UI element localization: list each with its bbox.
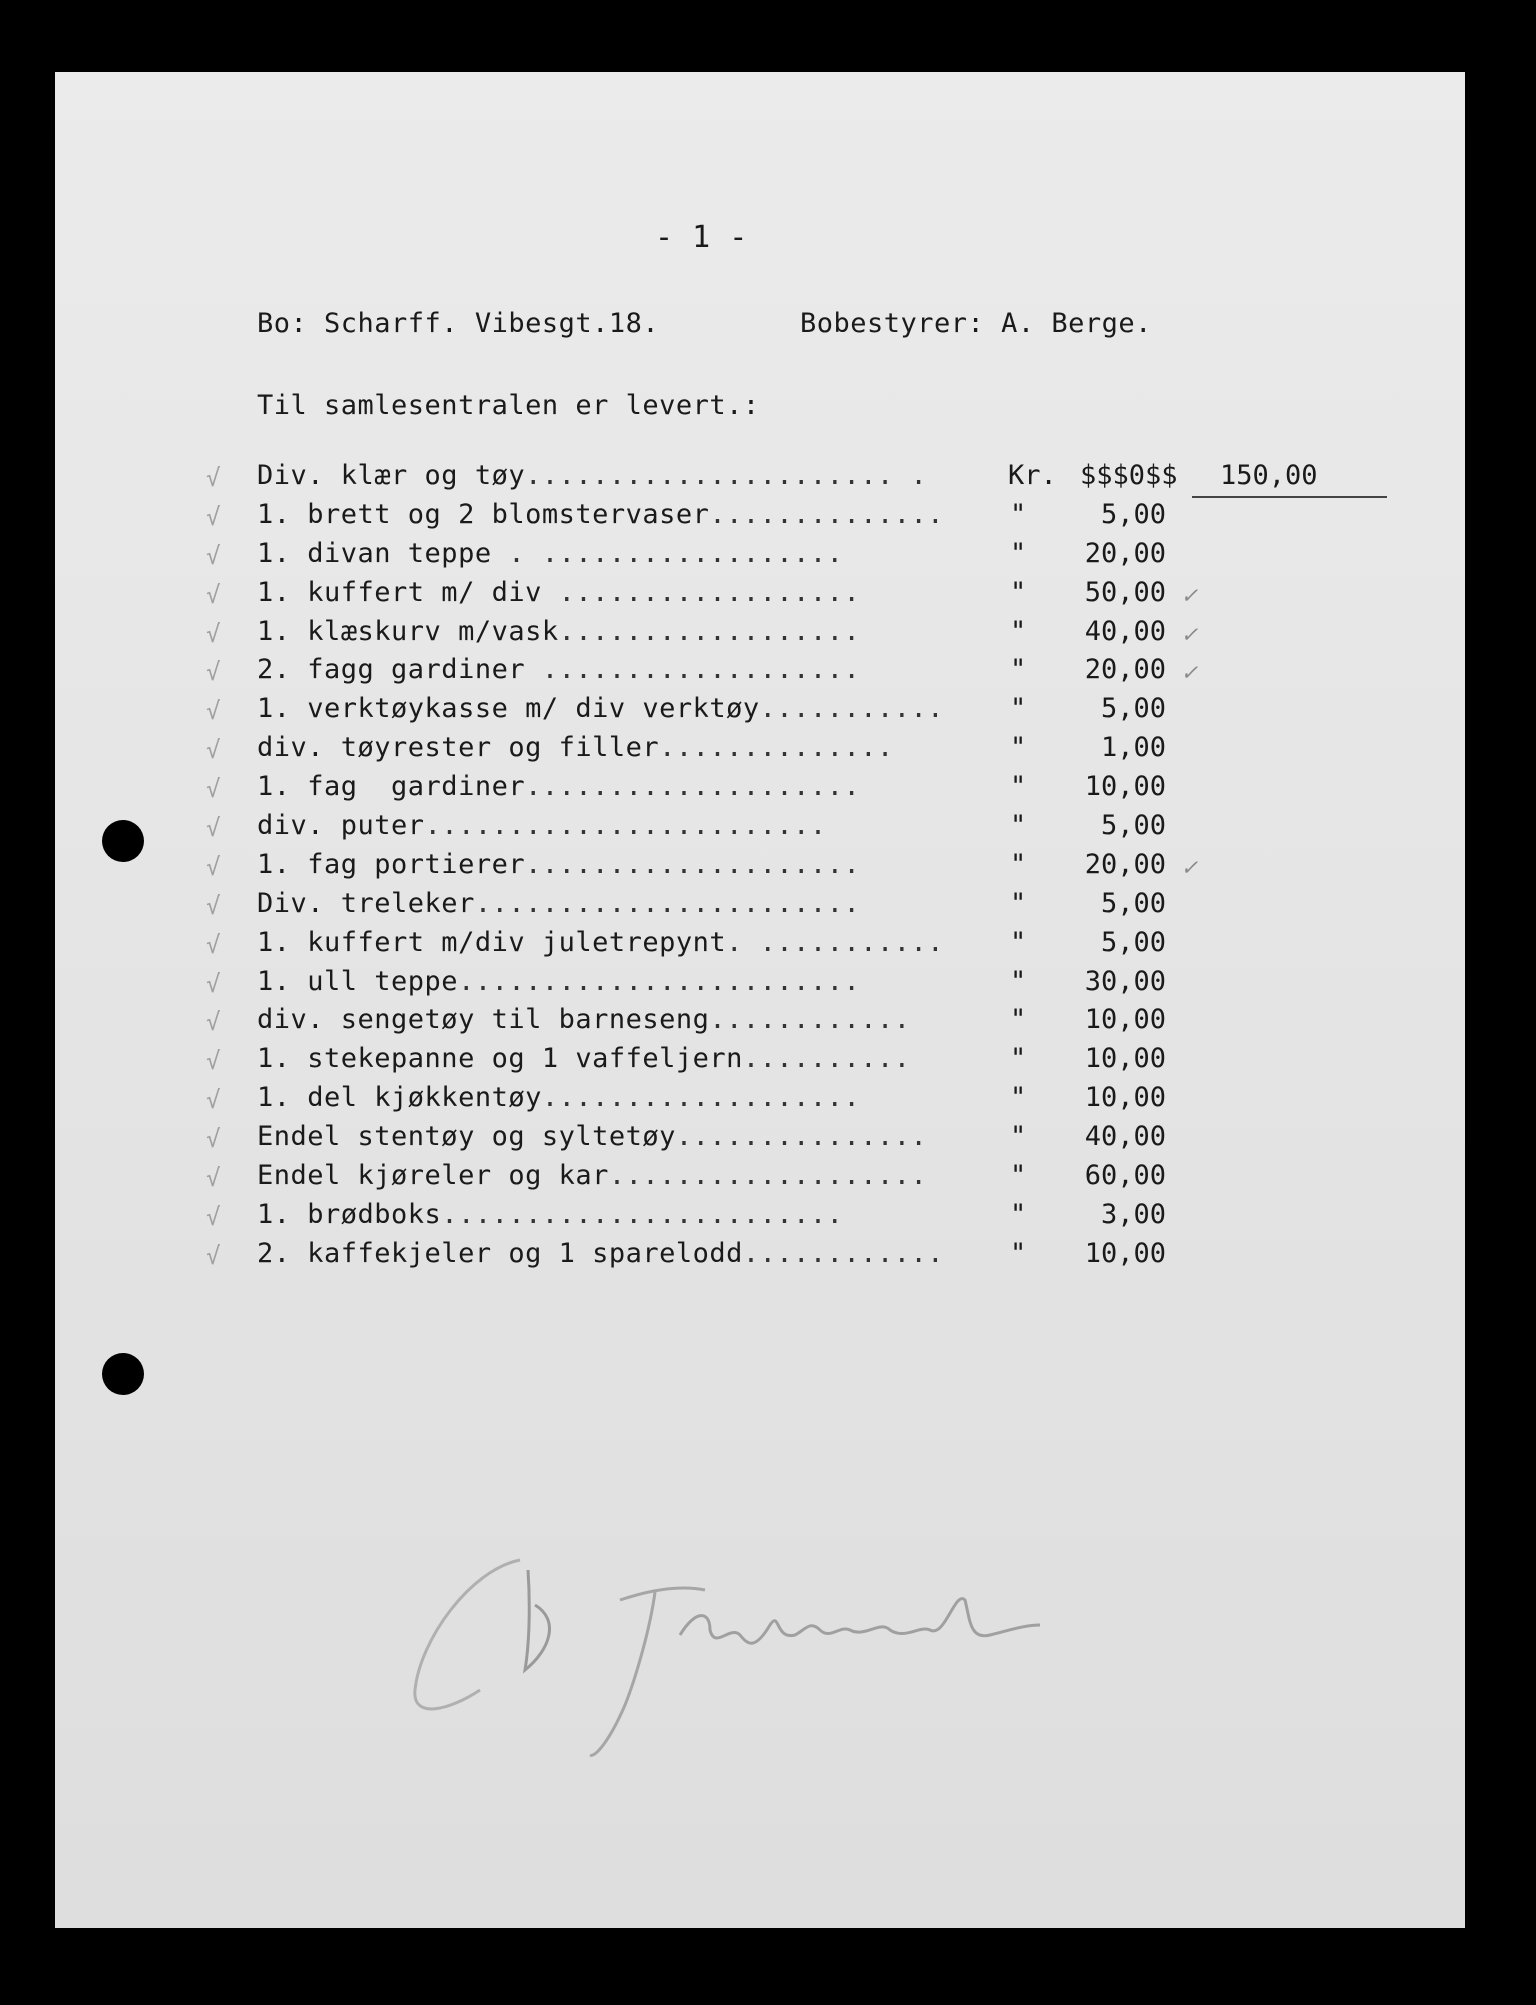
tick-mark: √ bbox=[206, 1125, 221, 1154]
item-amount: 5,00 bbox=[1100, 810, 1166, 842]
item-description: 1. divan teppe bbox=[257, 537, 492, 569]
tick-mark: √ bbox=[206, 736, 221, 765]
list-item bbox=[0, 927, 1536, 966]
item-description: Div. klær og tøy bbox=[257, 460, 526, 491]
item-amount: 3,00 bbox=[1100, 1198, 1166, 1230]
check-mark: ✓ bbox=[1182, 658, 1197, 687]
item-amount: 10,00 bbox=[1084, 771, 1166, 803]
dot-leader: ........................ bbox=[441, 1198, 844, 1230]
underline bbox=[1192, 496, 1387, 498]
list-item bbox=[0, 499, 1536, 538]
item-description: Endel stentøy og syltetøy bbox=[257, 1121, 676, 1153]
item-amount: 10,00 bbox=[1084, 1043, 1166, 1075]
list-item bbox=[0, 1043, 1536, 1082]
ditto-mark: " bbox=[1010, 537, 1027, 569]
tick-mark: √ bbox=[206, 891, 221, 920]
dot-leader: ............ bbox=[709, 1004, 911, 1036]
item-amount: 5,00 bbox=[1100, 693, 1166, 725]
tick-mark: √ bbox=[206, 502, 221, 531]
ditto-mark: " bbox=[1010, 1237, 1027, 1269]
dot-leader: ............ bbox=[742, 1237, 944, 1269]
tick-mark: √ bbox=[206, 1008, 221, 1037]
item-amount: 5,00 bbox=[1100, 926, 1166, 958]
ditto-mark: " bbox=[1010, 965, 1027, 997]
dot-leader: ........................ bbox=[424, 810, 827, 842]
item-amount: 5,00 bbox=[1100, 887, 1166, 919]
list-item bbox=[0, 1082, 1536, 1121]
list-item bbox=[0, 966, 1536, 1005]
item-description: Div. treleker bbox=[257, 887, 475, 919]
list-item bbox=[0, 1004, 1536, 1043]
item-list bbox=[0, 460, 1536, 1277]
estate-administrator: Bobestyrer: A. Berge. bbox=[800, 308, 1152, 339]
item-description: 1. del kjøkkentøy bbox=[257, 1082, 542, 1114]
list-item bbox=[0, 616, 1536, 655]
item-description: div. puter bbox=[257, 810, 425, 842]
ditto-mark: " bbox=[1010, 1043, 1027, 1075]
item-description: 1. stekepanne og 1 vaffeljern bbox=[257, 1043, 743, 1075]
ditto-mark: " bbox=[1010, 771, 1027, 803]
item-description: 1. klæskurv m/vask bbox=[257, 615, 559, 647]
ditto-mark: " bbox=[1010, 1082, 1027, 1114]
item-description: div. tøyrester og filler bbox=[257, 732, 660, 764]
item-amount: 20,00 bbox=[1084, 654, 1166, 686]
tick-mark: √ bbox=[206, 852, 221, 881]
dot-leader: ................... bbox=[608, 1160, 928, 1192]
dot-leader: ................... bbox=[541, 1082, 861, 1114]
tick-mark: √ bbox=[206, 1202, 221, 1231]
tick-mark: √ bbox=[206, 464, 221, 492]
tick-mark: √ bbox=[206, 658, 221, 687]
tick-mark: √ bbox=[206, 1241, 221, 1270]
dot-leader: .............. bbox=[709, 498, 944, 530]
check-mark: ✓ bbox=[1182, 580, 1197, 609]
tick-mark: √ bbox=[206, 1047, 221, 1076]
delivery-heading: Til samlesentralen er levert.: bbox=[257, 390, 760, 421]
item-amount: 40,00 bbox=[1084, 615, 1166, 647]
ditto-mark: " bbox=[1010, 1160, 1027, 1192]
currency-label: Kr. bbox=[1008, 460, 1057, 491]
item-amount: 60,00 bbox=[1084, 1160, 1166, 1192]
dot-leader: . ........... bbox=[726, 926, 944, 958]
dot-leader: .......... bbox=[742, 1043, 911, 1075]
dot-leader: ........... bbox=[759, 693, 944, 725]
item-amount: 150,00 bbox=[1220, 460, 1318, 491]
tick-mark: √ bbox=[206, 775, 221, 804]
item-amount: 1,00 bbox=[1100, 732, 1166, 764]
ditto-mark: " bbox=[1010, 576, 1027, 608]
dot-leader: .................. bbox=[558, 615, 861, 647]
item-description: Endel kjøreler og kar bbox=[257, 1160, 609, 1192]
item-description: 2. fagg gardiner bbox=[257, 654, 526, 686]
ditto-mark: " bbox=[1010, 732, 1027, 764]
list-item bbox=[0, 1160, 1536, 1199]
tick-mark: √ bbox=[206, 580, 221, 609]
ditto-mark: " bbox=[1010, 810, 1027, 842]
list-item bbox=[0, 732, 1536, 771]
list-item bbox=[0, 849, 1536, 888]
item-description: 2. kaffekjeler og 1 sparelodd bbox=[257, 1237, 743, 1269]
item-description: 1. fag portierer bbox=[257, 848, 526, 880]
ditto-mark: " bbox=[1010, 693, 1027, 725]
item-description: div. sengetøy til barneseng bbox=[257, 1004, 710, 1036]
estate-address: Bo: Scharff. Vibesgt.18. bbox=[257, 308, 660, 339]
tick-mark: √ bbox=[206, 814, 221, 843]
item-amount: 50,00 bbox=[1084, 576, 1166, 608]
tick-mark: √ bbox=[206, 697, 221, 726]
dot-leader: ............... bbox=[675, 1121, 928, 1153]
ditto-mark: " bbox=[1010, 926, 1027, 958]
dot-leader: .................... bbox=[525, 848, 861, 880]
item-amount: 30,00 bbox=[1084, 965, 1166, 997]
dot-leader: .................. bbox=[541, 576, 861, 608]
tick-mark: √ bbox=[206, 619, 221, 648]
item-amount: 10,00 bbox=[1084, 1082, 1166, 1114]
item-amount: 20,00 bbox=[1084, 848, 1166, 880]
page-number: - 1 - bbox=[655, 220, 748, 255]
list-item bbox=[0, 654, 1536, 693]
struck-out-text: $$$0$$ bbox=[1080, 460, 1178, 491]
list-item bbox=[0, 1238, 1536, 1277]
punch-hole-bottom bbox=[102, 1353, 144, 1395]
list-item bbox=[0, 460, 1536, 499]
tick-mark: √ bbox=[206, 930, 221, 959]
item-amount: 10,00 bbox=[1084, 1237, 1166, 1269]
ditto-mark: " bbox=[1010, 848, 1027, 880]
ditto-mark: " bbox=[1010, 498, 1027, 530]
item-amount: 20,00 bbox=[1084, 537, 1166, 569]
item-description: 1. brett og 2 blomstervaser bbox=[257, 498, 710, 530]
tick-mark: √ bbox=[206, 969, 221, 998]
item-amount: 40,00 bbox=[1084, 1121, 1166, 1153]
item-description: 1. kuffert m/ div bbox=[257, 576, 542, 608]
dot-leader: ....................... bbox=[474, 887, 861, 919]
handwritten-signature bbox=[410, 1530, 1050, 1760]
list-item bbox=[0, 538, 1536, 577]
ditto-mark: " bbox=[1010, 654, 1027, 686]
list-item bbox=[0, 693, 1536, 732]
list-item bbox=[0, 1199, 1536, 1238]
ditto-mark: " bbox=[1010, 1198, 1027, 1230]
check-mark: ✓ bbox=[1182, 619, 1197, 648]
item-amount: 5,00 bbox=[1100, 498, 1166, 530]
tick-mark: √ bbox=[206, 541, 221, 570]
item-description: 1. verktøykasse m/ div verktøy bbox=[257, 693, 760, 725]
ditto-mark: " bbox=[1010, 887, 1027, 919]
item-description: 1. kuffert m/div juletrepynt bbox=[257, 926, 727, 958]
item-amount: 10,00 bbox=[1084, 1004, 1166, 1036]
list-item bbox=[0, 771, 1536, 810]
ditto-mark: " bbox=[1010, 615, 1027, 647]
tick-mark: √ bbox=[206, 1164, 221, 1193]
dot-leader: ...................... . bbox=[525, 460, 928, 491]
list-item bbox=[0, 577, 1536, 616]
ditto-mark: " bbox=[1010, 1121, 1027, 1153]
item-description: 1. ull teppe bbox=[257, 965, 459, 997]
list-item bbox=[0, 810, 1536, 849]
check-mark: ✓ bbox=[1182, 852, 1197, 881]
dot-leader: .............. bbox=[659, 732, 894, 764]
dot-leader: .................... bbox=[525, 771, 861, 803]
tick-mark: √ bbox=[206, 1086, 221, 1115]
dot-leader: . .................. bbox=[491, 537, 844, 569]
list-item bbox=[0, 1121, 1536, 1160]
dot-leader: ........................ bbox=[458, 965, 861, 997]
item-description: 1. brødboks bbox=[257, 1198, 442, 1230]
dot-leader: ................... bbox=[525, 654, 861, 686]
list-item bbox=[0, 888, 1536, 927]
ditto-mark: " bbox=[1010, 1004, 1027, 1036]
item-description: 1. fag gardiner bbox=[257, 771, 526, 803]
